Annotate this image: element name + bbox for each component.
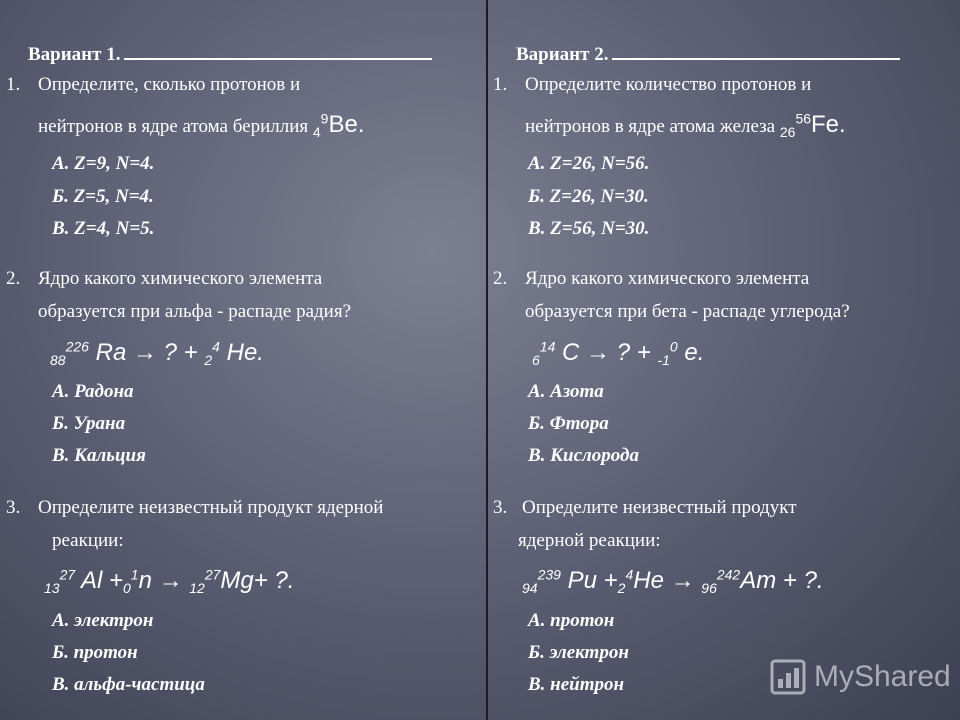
answer-a: А. электрон <box>52 610 154 631</box>
answer-b: Б. Z=26, N=30. <box>528 186 649 207</box>
question-1-line1: Определите, сколько протонов и <box>38 74 301 95</box>
question-2-line2: образуется при бета - распаде углерода? <box>525 301 850 322</box>
question-1-number: 1. <box>6 74 21 95</box>
answer-b: Б. Урана <box>52 413 126 434</box>
myshared-watermark <box>768 657 951 697</box>
answer-a: А. Азота <box>528 381 604 402</box>
answer-b: Б. электрон <box>528 642 629 663</box>
alpha-decay-equation: $_{88}^{226}$ Ra → ? + $_2^4$ He. <box>50 338 264 368</box>
question-2-line1: Ядро какого химического элемента <box>525 268 810 289</box>
answer-a: А. Z=9, N=4. <box>52 153 155 174</box>
answer-c: В. Кальция <box>52 445 146 466</box>
beta-decay-equation: $_6^{14}$ C → ? + $_{-1}^0$ e. <box>532 338 705 368</box>
question-3-line2: ядерной реакции: <box>518 530 661 551</box>
question-2-number: 2. <box>6 268 21 289</box>
answer-c: В. нейтрон <box>528 674 625 695</box>
answer-c: В. Z=4, N=5. <box>52 218 155 239</box>
variant-2-column <box>488 0 960 720</box>
answer-c: В. Z=56, N=30. <box>528 218 650 239</box>
myshared-logo-icon <box>768 657 808 697</box>
answer-c: В. альфа-частица <box>52 674 205 695</box>
question-2-number: 2. <box>493 268 508 289</box>
answer-b: Б. Фтора <box>528 413 609 434</box>
question-3-line1: Определите неизвестный продукт <box>522 497 797 518</box>
variant-1-header: Вариант 1. <box>28 42 432 66</box>
iron-symbol: $_{26}^{56}$Fe. <box>779 110 846 140</box>
answer-b: Б. Z=5, N=4. <box>52 186 154 207</box>
answer-b: Б. протон <box>52 642 138 663</box>
question-3-number: 3. <box>6 497 21 518</box>
question-3-line2: реакции: <box>52 530 124 551</box>
question-1-line2: нейтронов в ядре атома бериллия $_4^9$Be. <box>38 110 365 140</box>
question-2-line2: образуется при альфа - распаде радия? <box>38 301 352 322</box>
question-3-line1: Определите неизвестный продукт ядерной <box>38 497 384 518</box>
nuclear-reaction-equation: $_{13}^{27}$ $Al +_0^1n \to _{12}^{27}Mg+$ ?. <box>44 566 295 596</box>
question-2-line1: Ядро какого химического элемента <box>38 268 323 289</box>
nuclear-reaction-equation: $_{94}^{239}$ $Pu +_2^4He \to _{96}^{242}Am$ + ?. <box>522 566 824 596</box>
watermark-text: MyShared <box>814 660 951 693</box>
beryllium-symbol: $_4^9$Be. <box>312 110 365 140</box>
question-1-number: 1. <box>493 74 508 95</box>
variant-2-header: Вариант 2. <box>516 42 900 66</box>
question-1-line1: Определите количество протонов и <box>525 74 812 95</box>
answer-a: А. Радона <box>52 381 134 402</box>
answer-c: В. Кислорода <box>528 445 639 466</box>
question-3-number: 3. <box>493 497 508 518</box>
question-1-line2: нейтронов в ядре атома железа $_{26}^{56}$Fe. <box>525 110 846 140</box>
answer-a: А. Z=26, N=56. <box>528 153 650 174</box>
answer-a: А. протон <box>528 610 615 631</box>
